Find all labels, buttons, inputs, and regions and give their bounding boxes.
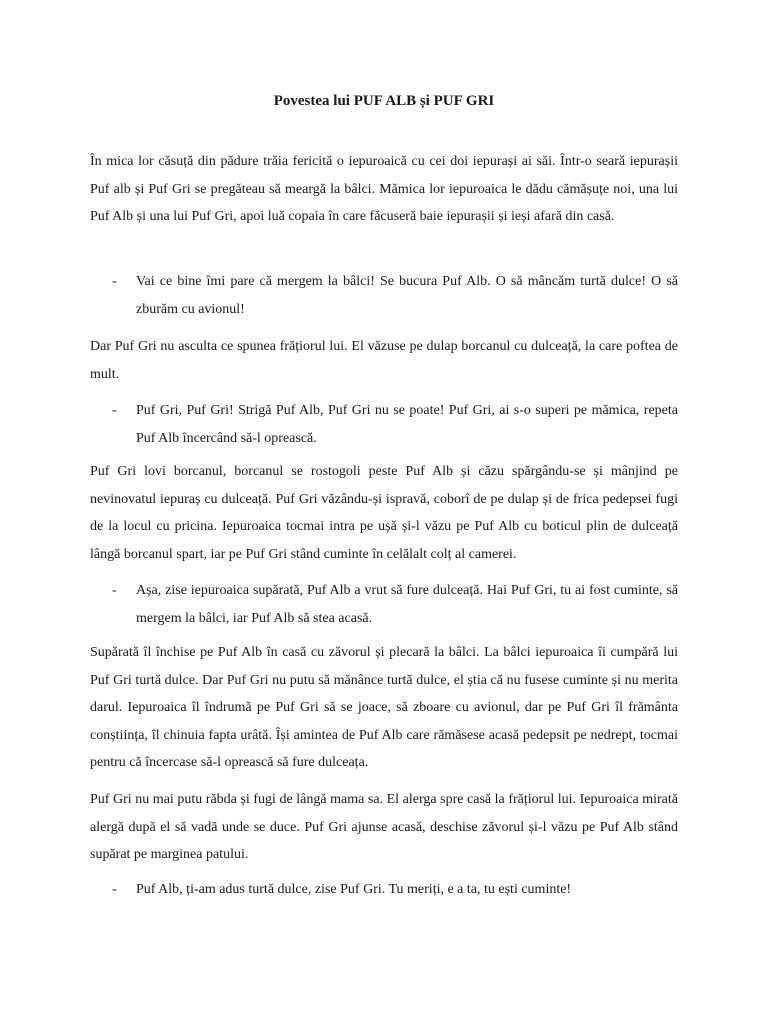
bullet-text: Vai ce bine îmi pare că mergem la bâlci! Se bucura Puf Alb. O să mâncăm turtă dulce! O să zburăm cu avionul!	[136, 274, 678, 317]
paragraph: Dar Puf Gri nu asculta ce spunea frățiorul lui. El văzuse pe dulap borcanul cu dulceață, la care poftea de mult.	[90, 339, 678, 382]
document-title: Povestea lui PUF ALB și PUF GRI	[273, 93, 495, 109]
paragraph-intro: În mica lor căsuță din pădure trăia fericită o iepuroaică cu cei doi iepurași ai săi. Într-o seară iepurașii Puf alb și Puf Gri se pregăteau să meargă la bâlci. Mămica lor iepuroaica le dădu cămășuțe noi, una lui Puf Alb și una lui Puf Gri, apoi luă copaia în care făcuseră baie iepurașii și ieși afară din casă.	[90, 154, 678, 224]
bullet-dash: -	[112, 403, 117, 418]
bullet-text: Puf Alb, ți-am adus turtă dulce, zise Puf Gri. Tu meriți, e a ta, tu ești cuminte!	[136, 882, 572, 897]
bullet-dash: -	[112, 882, 117, 897]
paragraph: Supărată îl închise pe Puf Alb în casă cu zăvorul și plecară la bâlci. La bâlci iepuroaica îi cumpără lui Puf Gri turtă dulce. Dar Puf Gri nu putu să mănânce turtă dulce, el știa că nu fusese cuminte și nu merita darul. Iepuroaica îl îndrumă pe Puf Gri să se joace, să zboare cu avionul, dar pe Puf Gri îl frământa conștiința, îl chinuia fapta urâtă. Își amintea de Puf Alb care rămăsese acasă pedepsit pe nedrept, tocmai pentru că încercase să-l oprească să fure dulceața.	[90, 645, 678, 770]
bullet-item	[112, 397, 678, 452]
paragraph: Puf Gri lovi borcanul, borcanul se rostogoli peste Puf Alb și căzu spărgându-se și mânjind pe nevinovatul iepuraș cu dulceață. Puf Gri văzându-și ispravă, coborî de pe dulap și de frica pedepsei fugi de la locul cu pricina. Iepuroaica tocmai intra pe ușă și-l văzu pe Puf Alb cu boticul plin de dulceață lângă borcanul spart, iar pe Puf Gri stând cuminte în celălalt colț al camerei.	[90, 464, 678, 562]
bullet-dash: -	[112, 274, 117, 289]
bullet-item	[112, 876, 678, 904]
bullet-text: Așa, zise iepuroaica supărată, Puf Alb a vrut să fure dulceață. Hai Puf Gri, tu ai fost cuminte, să mergem la bâlci, iar Puf Alb să stea acasă.	[136, 583, 678, 626]
bullet-item	[112, 268, 678, 323]
bullet-text: Puf Gri, Puf Gri! Strigă Puf Alb, Puf Gri nu se poate! Puf Gri, ai s-o superi pe mămica, repeta Puf Alb încercând să-l oprească.	[136, 403, 678, 446]
bullet-item	[112, 577, 678, 632]
bullet-dash: -	[112, 583, 117, 598]
paragraph: Puf Gri nu mai putu răbda și fugi de lângă mama sa. El alerga spre casă la frățiorul lui. Iepuroaica mirată alergă după el să vadă unde se duce. Puf Gri ajunse acasă, deschise zăvorul și-l văzu pe Puf Alb stând supărat pe marginea patului.	[90, 792, 678, 862]
